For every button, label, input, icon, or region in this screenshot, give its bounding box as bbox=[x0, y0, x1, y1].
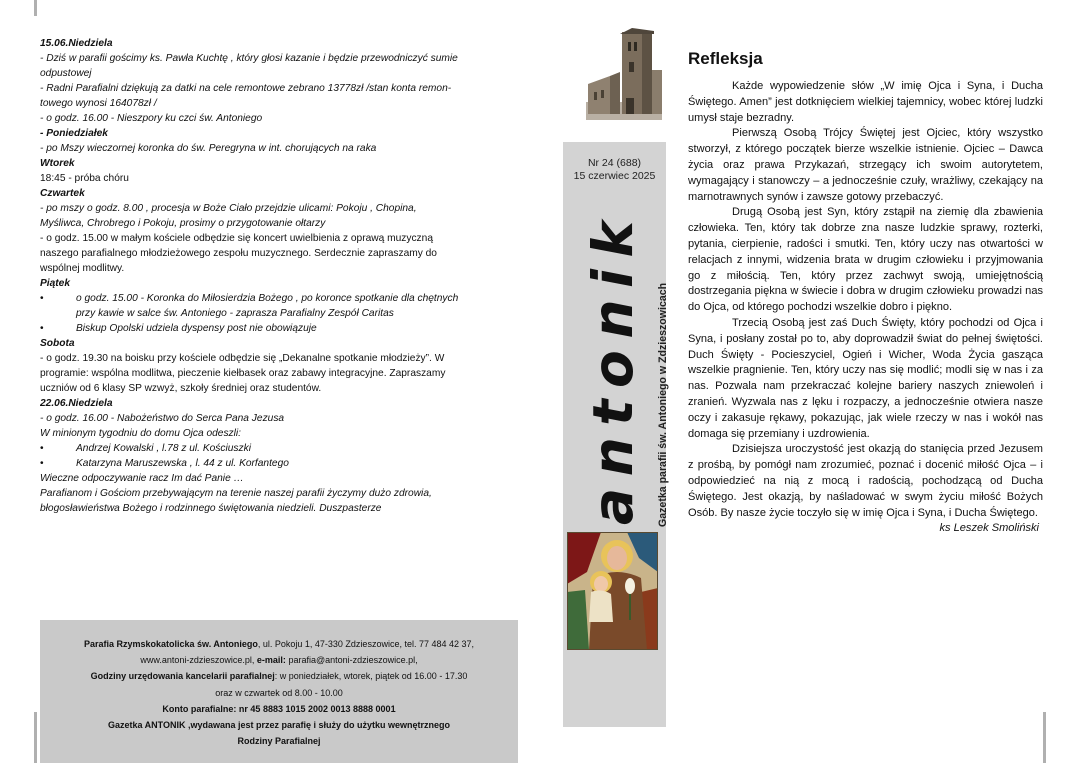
page-edge-mark bbox=[34, 712, 37, 763]
reflection-paragraph: Każde wypowiedzenie słów „W imię Ojca i Syna, i Ducha Świętego. Amen” jest dotknięciem wielkiej tajemnicy, wobec której ludzki umysł staje bezradny. bbox=[688, 80, 1043, 124]
reflection-paragraph: Drugą Osobą jest Syn, który zstąpił na ziemię dla zbawienia człowieka. Ten, który tak dobrze zna nasze ludzkie sprawy, rozterki, pytania, cierpienie, radości i smutki. Ten, który uczy nas otwartości w relacjach z innymi, widzenia brata w drugim człowieku i przyjmowania go z miłością. Ten, który przez zachwyt swoją, umiejętnością dostrzegania piękna w świecie i dobra w drugim człowieku prowadzi nas do Ojca, od którego pochodzi wszelkie dobro i piękno. bbox=[688, 206, 1043, 314]
announcements-column bbox=[40, 36, 520, 516]
announcement-bullet-text: Andrzej Kowalski , l.78 z ul. Kościuszki bbox=[76, 443, 251, 454]
announcement-day-heading: Sobota bbox=[40, 338, 75, 349]
announcement-bullet-text: przy kawie w salce św. Antoniego - zaprasza Parafialny Zespół Caritas bbox=[76, 308, 394, 319]
reflection-paragraph: Trzecią Osobą jest zaś Duch Święty, który pochodzi od Ojca i Syna, i posłany został po to, aby doprowadził świat do pełnej świętości. Duch Święty - Pocieszyciel, Ogień i Wicher, Woda Życia gasząca wszelkie pragnienie. Ten, który uczy nas się modlić; modli się w nas i za nas. Pozwala nam przekraczać kolejne bariery naszych zniewoleń i zranień. Wyzwala nas z lęku i rozpaczy, a jednocześnie otwiera nasze oczy i zakasuje rękawy, pokazując, jak wiele rzeczy w nas i wokół nas domaga się przemiany i uzdrowienia. bbox=[688, 316, 1043, 440]
announcement-bullet-text: o godz. 15.00 - Koronka do Miłosierdzia Bożego , po koronce spotkanie dla chętnych bbox=[76, 293, 459, 304]
announcement-line: wspólnej modlitwy. bbox=[40, 263, 125, 274]
reflection-title: Refleksja bbox=[688, 49, 763, 68]
bullet-icon: • bbox=[40, 443, 44, 454]
announcement-line: odpustowej bbox=[40, 68, 92, 79]
church-photo bbox=[586, 28, 662, 120]
issue-date: 15 czerwiec 2025 bbox=[573, 170, 656, 182]
announcement-day-heading: 22.06.Niedziela bbox=[40, 398, 113, 409]
reflection-paragraph: Dzisiejsza uroczystość jest okazją do stanięcia przed Jezusem z prośbą, by pomógł nam zrozumieć, poznać i docenić miłość Ojca – i odpowiedzieć na nią z mocą i radością, pochodzącą od Ducha Świętego. Jest okazją, by naśladować w swym życiu miłość Bożych Osób. By nasze życie toczyło się w imię Ojca i Syna, i Ducha Świętego. bbox=[688, 443, 1043, 519]
page-edge-mark bbox=[1043, 712, 1046, 763]
page-edge-mark bbox=[34, 0, 37, 16]
footer-address: Parafia Rzymskokatolicka św. Antoniego, ul. Pokoju 1, 47-330 Zdzieszowice, tel. 77 484 42 37, bbox=[83, 639, 475, 649]
announcement-line: 18:45 - próba chóru bbox=[40, 173, 129, 184]
footer-publication-note-2: Rodziny Parafialnej bbox=[237, 736, 321, 747]
announcement-line: - o godz. 19.30 na boisku przy kościele odbędzie się „Dekanalne spotkanie młodzieży”. W bbox=[40, 353, 445, 364]
reflection-paragraph: Pierwszą Osobą Trójcy Świętej jest Ojciec, który wszystko stworzył, z którego początek bierze wszelkie istnienie. Ojciec – Dawca życia oraz prawa Przykazań, strzegący ich swoim autorytetem, wymagający i stanowczy – a jednocześnie czuły, wrażliwy, czekający na marnotrawnych synów i zawsze gotowy przebaczyć. bbox=[688, 127, 1043, 203]
announcement-line: programie: wspólna modlitwa, pieczenie kiełbasek oraz zabawy integracyjne. Zapraszamy bbox=[40, 368, 446, 379]
saint-anthony-image bbox=[567, 532, 658, 650]
announcement-line: - o godz. 16.00 - Nabożeństwo do Serca Pana Jezusa bbox=[40, 413, 285, 424]
announcement-bullet-text: Katarzyna Maruszewska , l. 44 z ul. Korfantego bbox=[76, 458, 289, 469]
announcement-line: - o godz. 16.00 - Nieszpory ku czci św. Antoniego bbox=[40, 113, 263, 124]
issue-info bbox=[563, 157, 666, 183]
announcement-bullet-item bbox=[40, 291, 520, 321]
announcement-line: W minionym tygodniu do domu Ojca odeszli: bbox=[40, 428, 242, 439]
announcement-line: - po Mszy wieczornej koronka do św. Peregryna w int. chorujących na raka bbox=[40, 143, 377, 154]
announcement-day-heading: Wtorek bbox=[40, 158, 75, 169]
masthead-title-text: antonik bbox=[581, 209, 645, 525]
announcement-bullet-item bbox=[40, 456, 520, 471]
announcement-day-heading: Czwartek bbox=[40, 188, 85, 199]
announcement-bullet-text: Biskup Opolski udziela dyspensy post nie obowiązuje bbox=[76, 323, 317, 334]
announcement-line: - po mszy o godz. 8.00 , procesja w Boże Ciało przejdzie ulicami: Pokoju , Chopina, bbox=[40, 203, 417, 214]
bullet-icon: • bbox=[40, 293, 44, 304]
announcement-day-heading: Piątek bbox=[40, 278, 71, 289]
reflection-body bbox=[688, 79, 1043, 537]
reflection-signature: ks Leszek Smoliński bbox=[939, 522, 1039, 535]
footer-office-hours-2: oraz w czwartek od 8.00 - 10.00 bbox=[215, 687, 343, 698]
announcement-line: - Radni Parafialni dziękują za datki na cele remontowe zebrano 13778zł /stan konta remon- bbox=[40, 83, 452, 94]
issue-number: Nr 24 (688) bbox=[587, 157, 642, 169]
announcement-bullet-item bbox=[40, 321, 520, 336]
announcement-line: błogosławieństwa Bożego i rodzinnego świętowania niedzieli. Duszpasterze bbox=[40, 503, 382, 514]
bullet-icon: • bbox=[40, 323, 44, 334]
announcement-line: Myśliwca, Chrobrego i Pokoju, prosimy o przygotowanie ołtarzy bbox=[40, 218, 326, 229]
footer-office-hours: Godziny urzędowania kancelarii parafialnej: w poniedziałek, wtorek, piątek od 16.00 - 17.30 bbox=[90, 671, 468, 682]
announcement-bullet-item bbox=[40, 441, 520, 456]
announcement-line: - Dziś w parafii gościmy ks. Pawła Kuchtę , który głosi kazanie i będzie przewodniczyć sumie bbox=[40, 53, 458, 64]
parish-info-box bbox=[40, 620, 518, 763]
announcement-line: Parafianom i Gościom przebywającym na terenie naszej parafii życzymy dużo zdrowia, bbox=[40, 488, 432, 499]
announcement-line: Wieczne odpoczywanie racz Im dać Panie … bbox=[40, 473, 244, 484]
announcement-line: naszego parafialnego młodzieżowego zespołu muzycznego. Serdecznie zapraszamy do bbox=[40, 248, 437, 259]
footer-bank-account: Konto parafialne: nr 45 8883 1015 2002 0013 8888 0001 bbox=[162, 703, 396, 714]
footer-publication-note: Gazetka ANTONIK ,wydawana jest przez parafię i służy do użytku wewnętrznego bbox=[107, 720, 451, 731]
announcement-line: - o godz. 15.00 w małym kościele odbędzie się koncert uwielbienia z oprawą muzyczną bbox=[40, 233, 433, 244]
footer-contact: www.antoni-zdzieszowice.pl, e-mail: parafia@antoni-zdzieszowice.pl, bbox=[140, 655, 418, 666]
announcement-day-heading: 15.06.Niedziela bbox=[40, 38, 113, 49]
announcement-day-heading: - Poniedziałek bbox=[40, 128, 108, 139]
announcement-line: towego wynosi 164078zł / bbox=[40, 98, 157, 109]
announcement-line: uczniów od 6 klasy SP wzwyż, szkoły średniej oraz studentów. bbox=[40, 383, 322, 394]
masthead-subtitle-text: Gazetka parafii św. Antoniego w Zdzieszowicach bbox=[657, 282, 669, 527]
bullet-icon: • bbox=[40, 458, 44, 469]
